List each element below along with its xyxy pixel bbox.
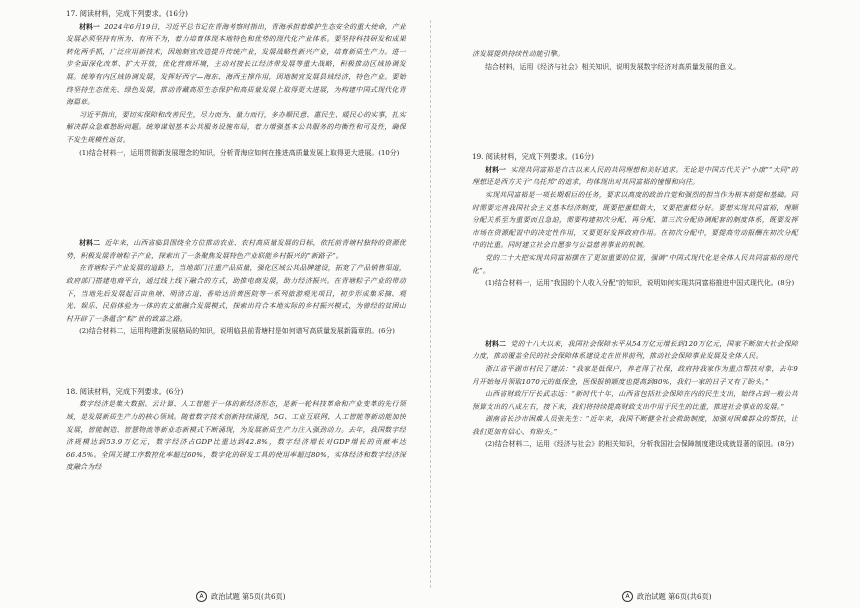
material-text: 党的十八大以来，我国社会保障水平从54万亿元增长到120万亿元，国家不断加大社会保障力度，推动覆盖全民的社会保障体系建设走在世界前列，推动社会保障事业发展及全体人民。 [472, 339, 798, 361]
page-number: 政治试题 第6页(共6页) [637, 591, 712, 601]
page-6 [430, 0, 860, 608]
answer-space [66, 338, 406, 386]
q19-material-1-para-3: 党的二十大把实现共同富裕摆在了更加重要的位置，强调“中国式现代化是全体人民共同富裕的现代化”。 [472, 253, 798, 275]
question-18-title: 18. 阅读材料，完成下列要求。(6分) [66, 386, 184, 396]
q17-material-1-para-2: 习近平指出，要切实保障和改善民生，尽力而为、量力而行，多办顺民意、惠民生、暖民心的实事，扎实解决群众急难愁盼问题。统筹谋划基本公共服务设施布局，着力增强基本公共服务的均衡性和可及性，确保不发生规模性返贫。 [66, 110, 406, 144]
material-label: 材料二 [485, 339, 506, 348]
q17-material-2 [66, 237, 406, 262]
q18-material: 数字经济是集大数据、云计算、人工智能于一体的新经济形态，是新一轮科技革命和产业变革的先行领域，是发展新质生产力的核心领域。随着数字技术创新持续涌现，5G、工业互联网、人工智能等新动能加快发展，智能制造、智慧物流等新业态新模式不断涌现，为发展新质生产力注入强劲动力。去年，我国数字经济规模达到53.9万亿元，数字经济占GDP比重达到42.8%，数字经济增长对GDP增长的贡献率达66.45%。全国关键工序数控化率超过60%，数字化的研发工具的使用率超过80%，实体经济和数字经济深度融合为经 [66, 400, 406, 472]
q19-material-1 [472, 164, 798, 189]
q19-material-1-para-2: 实现共同富裕是一项长期艰巨的任务，要求以高度的政治自觉和强烈的担当作为根本前提和基础。同时需要完善我国社会主义基本经济制度，既要把蛋糕做大，又要把蛋糕分好。要想实现共同富裕，理顺分配关系至为重要而且急迫，需要构建初次分配、再分配、第三次分配协调配套的制度体系，既要发挥市场在资源配置中的决定性作用，又要更好发挥政府作用。在初次分配中，要提高劳动报酬在初次分配中的比重。同时建立社会自愿参与公益慈善事业的机制。 [472, 190, 798, 250]
material-text: 近年来，山西省临县围绕全方位推动农业、农村高质量发展的目标，依托前青塘村独特的资源优势，积极发展青塘粽子产业，探索出了一条聚焦发展特色产业联能乡村振兴的“新路子”。 [66, 239, 406, 260]
q17-sub-question-2: (2)结合材料二，运用构建新发展格局的知识，说明临县前青塘村是如何谱写高质量发展新篇章的。(6分) [79, 327, 395, 336]
material-text: 2024年6月19日，习近平总书记在青海考察时指出，青海承担着维护生态安全的重大使命，产业发展必须坚持有所为、有所不为，着力培育体现本地特色和优势的现代化产业体系。要坚持科技研发和成果转化两手抓，广泛应用新技术，因地制宜改造提升传统产业，发展战略性新兴产业，培育新质生产力。进一步全面深化改革、扩大开放，优化营商环境，主动对接长江经济带发展等重大战略，积极推动区域协调发展。统筹有内区域协调发展，发挥好西宁—海东、海西主撑作用，因地制宜发展县域经济，特色产业。要始终坚持生态优先、绿色发展，推动青藏高原生态保护和高质量发展上取得更大进展，为构建中国式现代化青海篇章。 [66, 22, 407, 107]
page-5-footer [196, 591, 286, 602]
q19-material-2-para-4: 湖南省长沙市困难人员张先生：“近年来，我国不断健全社会救助制度，加强对困难群众的帮扶，让我们更加有信心、有盼头。” [472, 415, 798, 436]
q19-material-2-para-2: 浙江省平湖市村民了建法：“我家是低保户，养老得了社保，政府持我家作为重点帮扶对象，去年9月开始每月领取1070元的低保金，医保报销额度也提高到80%，我们一家的日子又有了盼头。” [472, 364, 798, 386]
material-label: 材料一 [79, 22, 100, 31]
q19-sub-question-2: (2)结合材料二，运用《经济与社会》的相关知识，分析我国社会保障制度建设成就显著的原因。(8分) [485, 440, 795, 449]
q17-sub-question-1: (1)结合材料一，运用贯彻新发展理念的知识，分析青海应如何在推进高质量发展上取得更大进展。(10分) [79, 148, 400, 157]
page-6-footer [622, 591, 712, 602]
exam-version-badge-icon: A [196, 591, 207, 602]
answer-space [472, 73, 798, 151]
answer-space [66, 159, 406, 237]
page-number: 政治试题 第5页(共6页) [211, 591, 286, 601]
q19-sub-question-1: (1)结合材料一，运用“我国的个人收入分配”的知识，说明如何实现共同富裕推进中国式现代化。(8分) [485, 279, 795, 288]
material-text: 实现共同富裕是自古以来人民的共同理想和美好追求。无论是中国古代关于“小康”“大同”的理想还是西方关于“乌托邦”的追求，均体现出对共同富裕的憧憬和向往。 [472, 165, 798, 187]
exam-version-badge-icon: A [622, 591, 633, 602]
question-19-title: 19. 阅读材料，完成下列要求。(16分) [472, 152, 594, 162]
material-label: 材料一 [485, 165, 507, 174]
answer-space [472, 290, 798, 338]
q18-question: 结合材料，运用《经济与社会》相关知识，说明发展数字经济对高质量发展的意义。 [485, 62, 741, 71]
question-17-title: 17. 阅读材料，完成下列要求。(16分) [66, 9, 188, 18]
q18-material-continued: 济发展提供持续性动能引擎。 [472, 50, 565, 58]
q17-material-1 [66, 21, 406, 109]
q17-material-2-para-2: 在青塘粽子产业发展的道路上，当地部门注重产品质量，强化区域公共品牌建设，拓宽了产品销售渠道，政府部门搭建电商平台，通过线上线下融合的方式，助推电商发展，助力经济振兴。在青塘粽子产业的带动下，当地先后发展起百亩鱼塘、明清古道、香哈达沿黄医院等一系列旅游观光项目，初步形成集采摘、观光、娱乐、民俗体验为一体的农文旅融合发展模式，探索出符合本地实际的乡村振兴模式，为曾经的贫困山村开辟了一条蕴含“粽”景的致富之路。 [66, 264, 406, 323]
q19-material-2-para-3: 山西省财政厅厅长武志远：“新时代十年，山西省包括社会保障在内的民生支出，始终占到一般公共预算支出的八成左右，接下来，我们将持续提高财政支出中用于民生的比重，推进社会事业的发展。” [472, 390, 798, 411]
material-label: 材料二 [79, 239, 101, 248]
q19-material-2 [472, 338, 798, 363]
